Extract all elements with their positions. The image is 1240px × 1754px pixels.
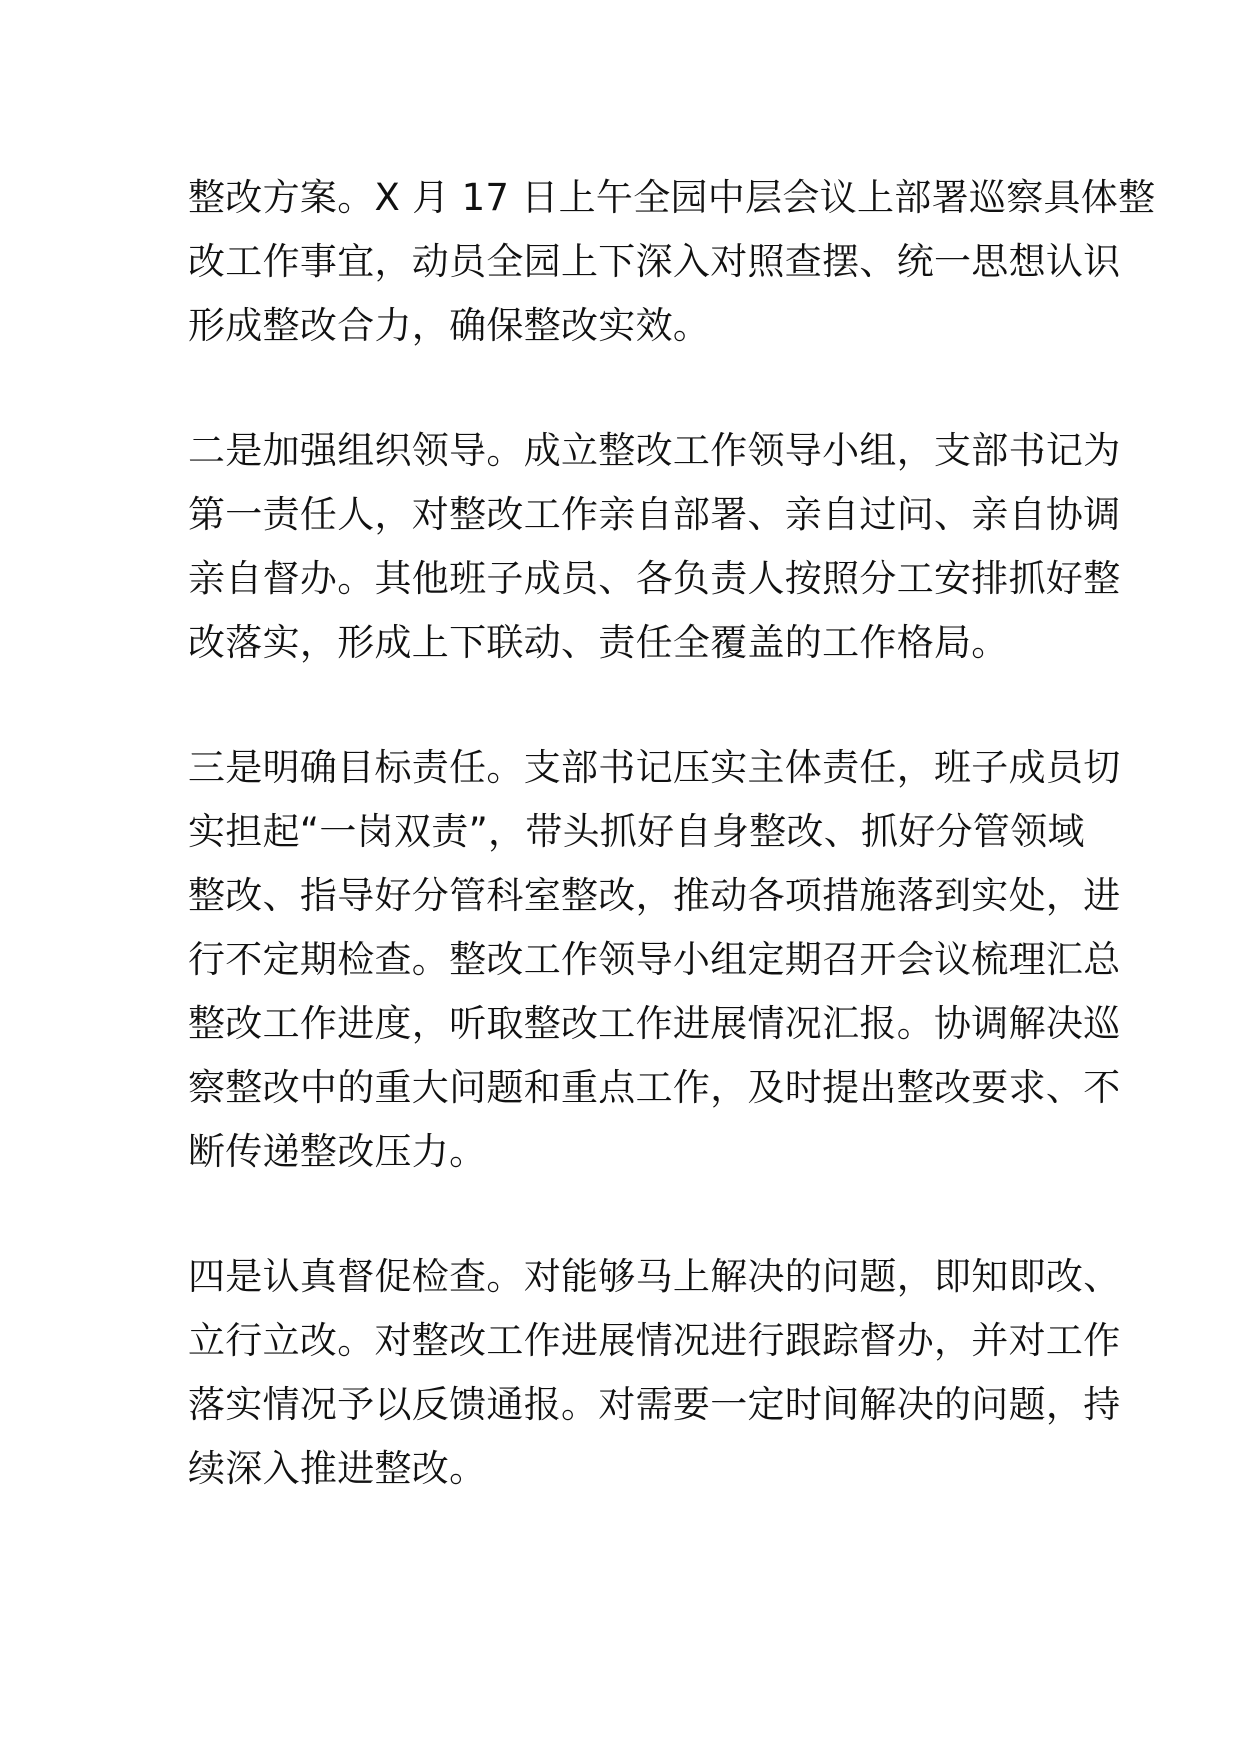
text-line: 落实情况予以反馈通报。对需要一定时间解决的问题，持 [188,1383,1121,1426]
paragraph-organization-leadership [188,419,1121,675]
paragraph-spacer [188,358,1058,419]
text-line: 断传递整改压力。 [188,1130,487,1173]
text-line: 四是认真督促检查。对能够马上解决的问题，即知即改、 [188,1255,1121,1298]
paragraph-supervision-inspection [188,1245,1121,1501]
text-line: 二是加强组织领导。成立整改工作领导小组，支部书记为 [188,429,1121,472]
paragraph-rectification-plan [188,166,1156,358]
text-line: 立行立改。对整改工作进展情况进行跟踪督办，并对工作 [188,1319,1121,1362]
text-line: 亲自督办。其他班子成员、各负责人按照分工安排抓好整 [188,557,1121,600]
paragraph-spacer [188,675,1058,736]
text-line: 改工作事宜，动员全园上下深入对照查摆、统一思想认识 [188,240,1121,283]
text-line: 形成整改合力，确保整改实效。 [188,304,711,347]
text-line: 整改方案。X 月 17 日上午全园中层会议上部署巡察具体整 [188,176,1156,219]
text-line: 续深入推进整改。 [188,1447,487,1490]
paragraph-spacer [188,1184,1058,1245]
text-line: 三是明确目标责任。支部书记压实主体责任，班子成员切 [188,746,1121,789]
text-line: 察整改中的重大问题和重点工作，及时提出整改要求、不 [188,1066,1121,1109]
document-body [188,166,1156,1501]
text-line: 实担起“一岗双责”，带头抓好自身整改、抓好分管领域 [188,810,1085,853]
text-line: 行不定期检查。整改工作领导小组定期召开会议梳理汇总 [188,938,1121,981]
paragraph-target-responsibility [188,736,1121,1184]
text-line: 第一责任人，对整改工作亲自部署、亲自过问、亲自协调 [188,493,1121,536]
text-line: 整改工作进度，听取整改工作进展情况汇报。协调解决巡 [188,1002,1121,1045]
text-line: 整改、指导好分管科室整改，推动各项措施落到实处，进 [188,874,1121,917]
text-line: 改落实，形成上下联动、责任全覆盖的工作格局。 [188,621,1009,664]
